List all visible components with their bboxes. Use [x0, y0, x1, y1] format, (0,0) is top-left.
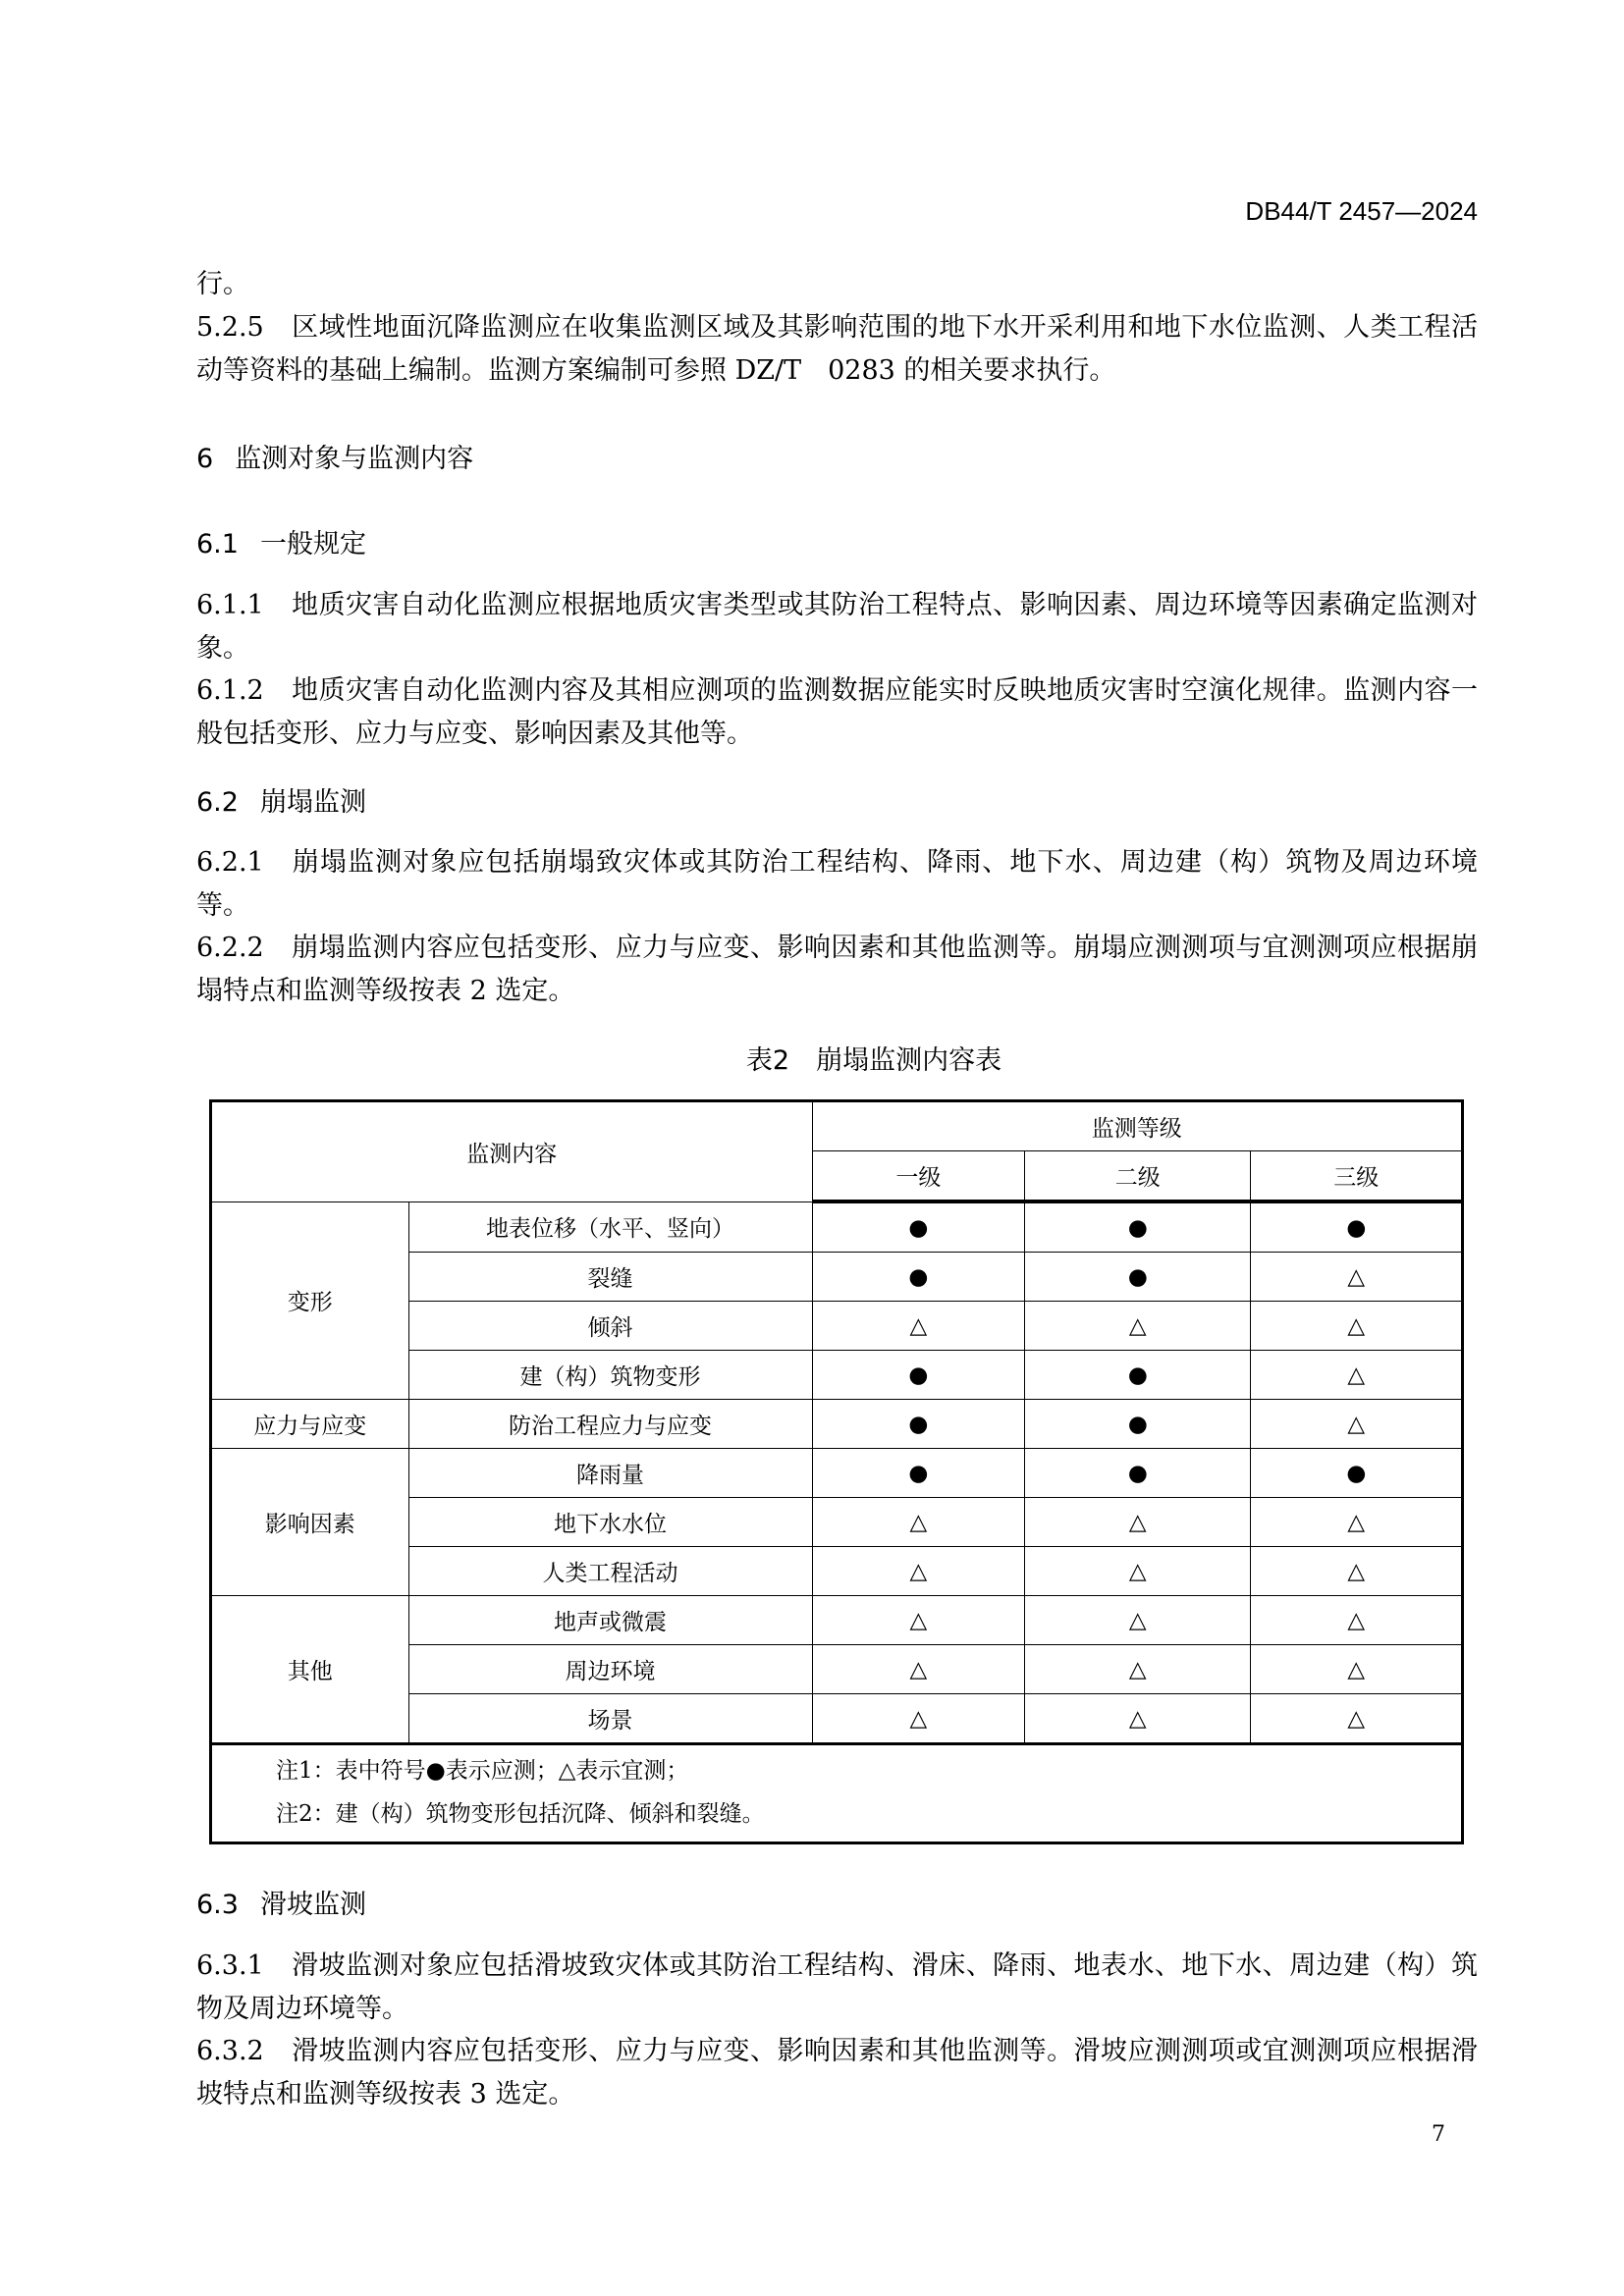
level-mark-cell: △ — [1251, 1302, 1463, 1351]
item-cell: 降雨量 — [408, 1449, 812, 1498]
item-cell: 地下水水位 — [408, 1498, 812, 1547]
level-mark-cell: ● — [1251, 1201, 1463, 1253]
group-cell: 变形 — [211, 1201, 409, 1400]
level-mark-cell: ● — [1025, 1201, 1251, 1253]
paragraph-6-1-2 — [196, 669, 1478, 755]
table-note: 注1：表中符号●表示应测；△表示宜测； — [276, 1758, 689, 1784]
header-monitoring-level: 监测等级 — [812, 1101, 1462, 1151]
paragraph-6-3-2 — [196, 2030, 1478, 2115]
clause-number: 6.1.1 — [196, 590, 264, 620]
group-cell: 影响因素 — [211, 1449, 409, 1596]
paragraph-text: 崩塌监测对象应包括崩塌致灾体或其防治工程结构、降雨、地下水、周边建（构）筑物及周边环境等。 — [196, 847, 1478, 921]
level-mark-cell: ● — [1025, 1253, 1251, 1302]
heading-6-1 — [196, 522, 366, 561]
level-mark-cell: △ — [1251, 1694, 1463, 1744]
item-cell: 防治工程应力与应变 — [408, 1400, 812, 1449]
header-level-2: 二级 — [1025, 1151, 1251, 1202]
group-cell: 应力与应变 — [211, 1400, 409, 1449]
level-mark-cell: △ — [1025, 1547, 1251, 1596]
heading-number: 6.1 — [196, 529, 239, 560]
level-mark-cell: ● — [812, 1253, 1024, 1302]
header-level-1: 一级 — [812, 1151, 1024, 1202]
clause-number: 6.3.1 — [196, 1950, 264, 1981]
level-mark-cell: △ — [1025, 1302, 1251, 1351]
clause-number: 6.2.1 — [196, 847, 264, 878]
level-mark-cell: △ — [812, 1498, 1024, 1547]
level-mark-cell: △ — [812, 1547, 1024, 1596]
header-monitoring-content: 监测内容 — [211, 1101, 813, 1202]
paragraph-6-3-1 — [196, 1945, 1478, 2030]
item-cell: 场景 — [408, 1694, 812, 1744]
level-mark-cell: △ — [1025, 1645, 1251, 1694]
paragraph-6-1-1 — [196, 584, 1478, 669]
heading-6-3 — [196, 1883, 366, 1921]
table-title: 表2 崩塌监测内容表 — [745, 1045, 1002, 1076]
paragraph-text: 区域性地面沉降监测应在收集监测区域及其影响范围的地下水开采利用和地下水位监测、人类工程活动等资料的基础上编制。监测方案编制可参照 DZ/T 0283 的相关要求执行。 — [196, 312, 1478, 386]
level-mark-cell: △ — [1025, 1694, 1251, 1744]
paragraph-text: 滑坡监测对象应包括滑坡致灾体或其防治工程结构、滑床、降雨、地表水、地下水、周边建（构）筑物及周边环境等。 — [196, 1950, 1478, 2024]
item-cell: 建（构）筑物变形 — [408, 1351, 812, 1400]
heading-text: 一般规定 — [259, 529, 366, 560]
level-mark-cell: △ — [1251, 1498, 1463, 1547]
clause-number: 6.3.2 — [196, 2036, 264, 2066]
level-mark-cell: △ — [812, 1302, 1024, 1351]
heading-number: 6 — [196, 444, 214, 474]
level-mark-cell: ● — [812, 1400, 1024, 1449]
item-cell: 裂缝 — [408, 1253, 812, 1302]
level-mark-cell: △ — [1251, 1645, 1463, 1694]
heading-text: 崩塌监测 — [259, 787, 366, 818]
paragraph-text: 行。 — [196, 269, 249, 299]
clause-number: 5.2.5 — [196, 312, 264, 343]
level-mark-cell: △ — [1251, 1253, 1463, 1302]
level-mark-cell: △ — [1251, 1547, 1463, 1596]
clause-number: 6.1.2 — [196, 675, 264, 706]
paragraph-text: 地质灾害自动化监测内容及其相应测项的监测数据应能实时反映地质灾害时空演化规律。监测内容一般包括变形、应力与应变、影响因素及其他等。 — [196, 675, 1478, 749]
clause-number: 6.2.2 — [196, 933, 264, 963]
page-number: 7 — [1432, 2122, 1445, 2147]
paragraph — [196, 263, 1478, 306]
level-mark-cell: ● — [812, 1351, 1024, 1400]
paragraph-5-2-5 — [196, 306, 1478, 392]
level-mark-cell: ● — [1025, 1449, 1251, 1498]
table-row — [211, 1201, 1463, 1253]
level-mark-cell: △ — [812, 1596, 1024, 1645]
level-mark-cell: ● — [1251, 1449, 1463, 1498]
heading-6-2 — [196, 780, 366, 819]
item-cell: 人类工程活动 — [408, 1547, 812, 1596]
table-note: 注2：建（构）筑物变形包括沉降、倾斜和裂缝。 — [276, 1801, 765, 1827]
item-cell: 地表位移（水平、竖向） — [408, 1201, 812, 1253]
heading-text: 滑坡监测 — [259, 1890, 366, 1920]
level-mark-cell: △ — [1025, 1596, 1251, 1645]
table-row — [211, 1400, 1463, 1449]
paragraph-text: 崩塌监测内容应包括变形、应力与应变、影响因素和其他监测等。崩塌应测测项与宜测测项应根据崩塌特点和监测等级按表 2 选定。 — [196, 933, 1478, 1006]
group-cell: 其他 — [211, 1596, 409, 1744]
table-row — [211, 1596, 1463, 1645]
table-notes — [211, 1744, 1463, 1843]
heading-6 — [196, 437, 473, 475]
table-row — [211, 1449, 1463, 1498]
level-mark-cell: △ — [1251, 1596, 1463, 1645]
level-mark-cell: △ — [812, 1694, 1024, 1744]
document-code-header: DB44/T 2457—2024 — [1245, 196, 1478, 226]
paragraph-6-2-1 — [196, 841, 1478, 927]
level-mark-cell: △ — [1251, 1400, 1463, 1449]
level-mark-cell: ● — [812, 1201, 1024, 1253]
level-mark-cell: △ — [1251, 1351, 1463, 1400]
item-cell: 周边环境 — [408, 1645, 812, 1694]
level-mark-cell: △ — [812, 1645, 1024, 1694]
item-cell: 地声或微震 — [408, 1596, 812, 1645]
item-cell: 倾斜 — [408, 1302, 812, 1351]
paragraph-text: 滑坡监测内容应包括变形、应力与应变、影响因素和其他监测等。滑坡应测测项或宜测测项应根据滑坡特点和监测等级按表 3 选定。 — [196, 2036, 1478, 2109]
paragraph-6-2-2 — [196, 927, 1478, 1012]
paragraph-text: 地质灾害自动化监测应根据地质灾害类型或其防治工程特点、影响因素、周边环境等因素确定监测对象。 — [196, 590, 1478, 664]
level-mark-cell: △ — [1025, 1498, 1251, 1547]
heading-text: 监测对象与监测内容 — [235, 444, 474, 474]
heading-number: 6.2 — [196, 787, 239, 818]
level-mark-cell: ● — [812, 1449, 1024, 1498]
header-level-3: 三级 — [1251, 1151, 1463, 1202]
level-mark-cell: ● — [1025, 1400, 1251, 1449]
monitoring-content-table — [209, 1099, 1464, 1844]
heading-number: 6.3 — [196, 1890, 239, 1920]
level-mark-cell: ● — [1025, 1351, 1251, 1400]
